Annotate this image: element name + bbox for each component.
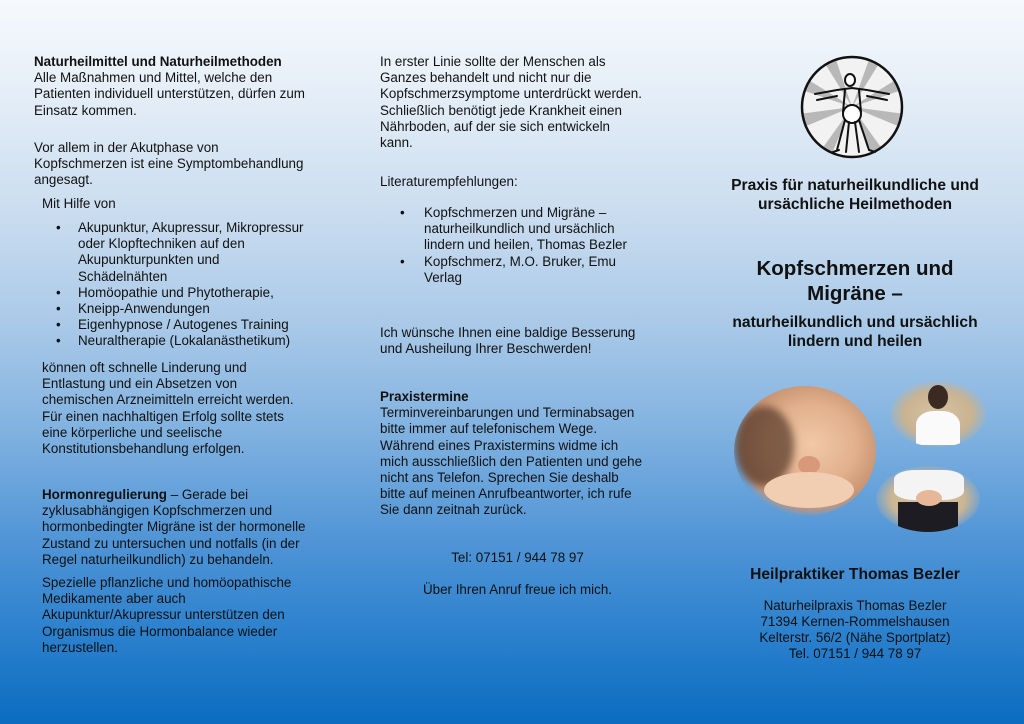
text-line: Terminvereinbarungen und Terminabsagen: [380, 405, 635, 421]
section-title: Praxistermine: [380, 389, 469, 404]
section-akutphase: [34, 140, 334, 189]
text-line: In erster Linie sollte der Menschen als: [380, 54, 606, 69]
address-line: Kelterstr. 56/2 (Nähe Sportplatz): [759, 630, 951, 645]
heading-line: Praxis für naturheilkundliche und: [731, 177, 979, 194]
section-title: Hormonregulierung: [42, 487, 167, 502]
text-line: Schädelnähten: [78, 268, 168, 284]
text-line: Organismus die Hormonbalance wieder: [42, 623, 278, 639]
text-line: Patienten individuell unterstützen, dürfen zum: [34, 86, 305, 102]
text-line: und Ausheilung Ihrer Beschwerden!: [380, 341, 592, 357]
text-line: Kopfschmerzsymptome unterdrückt werden.: [380, 86, 642, 102]
text-line: Entlastung und ein Absetzen von: [42, 376, 238, 392]
text-line: chemischen Arzneimitteln erreicht werden.: [42, 392, 294, 408]
text-line: lindern und heilen, Thomas Bezler: [424, 237, 627, 253]
back-treatment-photo: [876, 466, 980, 532]
list-item: [34, 317, 334, 333]
text-line: eine körperliche und seelische: [42, 424, 223, 440]
address-line: 71394 Kernen-Rommelshausen: [760, 614, 950, 629]
vitruvian-man-logo: [799, 54, 905, 160]
list-item: [380, 205, 670, 254]
subtitle-line: naturheilkundlich und ursächlich: [732, 314, 978, 331]
text-line: • Eigenhypnose / Autogenes Training: [78, 317, 289, 333]
text-line: Regel naturheilkundlich) zu behandeln.: [42, 551, 274, 567]
head-shape: [928, 385, 948, 409]
text-line: Einsatz kommen.: [34, 102, 137, 118]
text-line: Ganzes behandelt und nicht nur die: [380, 70, 592, 86]
text-line: zyklusabhängigen Kopfschmerzen und: [42, 503, 273, 519]
text-line: oder Klopftechniken auf den: [78, 236, 245, 252]
text-line: Medikamente aber auch: [42, 591, 186, 607]
address-block: [700, 598, 1010, 662]
text-line: Akupunktur/Akupressur unterstützen den: [42, 607, 285, 623]
text-line: Ich wünsche Ihnen eine baldige Besserung: [380, 325, 636, 340]
text-line: Spezielle pflanzliche und homöopathische: [42, 575, 292, 590]
section-results: [42, 360, 342, 457]
brochure-title: [700, 256, 1010, 306]
literature-list: [380, 205, 670, 286]
address-line: Tel. 07151 / 944 78 97: [788, 646, 922, 661]
text-line: bitte immer auf telefonischem Wege.: [380, 421, 598, 437]
section-praxistermine: [380, 389, 670, 519]
list-item: [34, 333, 334, 349]
text-line: • Kneipp-Anwendungen: [78, 301, 210, 317]
title-line: Kopfschmerzen und: [756, 257, 954, 280]
subtitle-line: lindern und heilen: [787, 333, 923, 350]
list-item: [380, 254, 670, 286]
methods-list: [34, 220, 334, 350]
text-line: mich ausschließlich den Patienten und gehe: [380, 453, 643, 469]
text-line: können oft schnelle Linderung und: [42, 360, 247, 375]
title-line: Migräne –: [807, 282, 903, 305]
text-line: herzustellen.: [42, 639, 118, 655]
text-line: Sie dann zeitnah zurück.: [380, 502, 527, 518]
shirt-shape: [916, 411, 960, 445]
address-line: Naturheilpraxis Thomas Bezler: [763, 598, 947, 613]
text-line: Alle Maßnahmen und Mittel, welche den: [34, 70, 273, 86]
section-intro: [380, 54, 670, 151]
section-wish: [380, 325, 670, 357]
list-item: [34, 285, 334, 301]
heading-line: ursächliche Heilmethoden: [757, 196, 953, 213]
practice-heading: [700, 176, 1010, 214]
text-line: angesagt.: [34, 172, 93, 188]
text-line: bitte auf meinen Anrufbeantworter, ich rufe: [380, 486, 632, 502]
text-line: Akupunkturpunkten und: [78, 252, 220, 268]
text-line: kann.: [380, 135, 413, 151]
text-line: Vor allem in der Akutphase von: [34, 140, 219, 155]
text-line: Verlag: [424, 269, 462, 285]
closing-text: Über Ihren Anruf freue ich mich.: [422, 582, 613, 597]
text-fragment: – Gerade bei: [166, 487, 249, 502]
list-item: [34, 220, 334, 285]
logo-icon: [799, 54, 905, 160]
text-line: • Homöopathie und Phytotherapie,: [78, 284, 274, 300]
text-line: Schließlich benötigt jede Krankheit einen: [380, 102, 622, 118]
acupressure-ear-photo: [734, 386, 876, 516]
text-line: • Neuraltherapie (Lokalanästhetikum): [78, 333, 291, 349]
section-title: Naturheilmittel und Naturheilmethoden: [34, 54, 282, 69]
text-line: Während eines Praxistermins widme ich: [380, 437, 619, 453]
section-hormonregulierung: [42, 487, 342, 568]
text-line: Kopfschmerzen ist eine Symptombehandlung: [34, 156, 304, 172]
text-line: • Akupunktur, Akupressur, Mikropressur: [78, 220, 304, 235]
text-line: • Kopfschmerz, M.O. Bruker, Emu: [424, 253, 616, 269]
section-naturheilmittel: [34, 54, 334, 119]
hands-shape: [916, 490, 942, 506]
brochure-subtitle: [700, 313, 1010, 351]
text-line: Für einen nachhaltigen Erfolg sollte stets: [42, 408, 284, 424]
text-line: • Kopfschmerzen und Migräne –: [424, 205, 607, 220]
practitioner-name: Heilpraktiker Thomas Bezler: [750, 566, 960, 583]
phone-number: Tel: 07151 / 944 78 97: [451, 550, 584, 565]
neck-acupuncture-photo: [890, 381, 986, 447]
text-line: hormonbedingter Migräne ist der hormonelle: [42, 519, 306, 535]
literature-title: Literaturempfehlungen:: [380, 174, 518, 189]
text-line: Nährboden, auf der sie sich entwickeln: [380, 118, 611, 134]
list-item: [34, 301, 334, 317]
methods-intro: Mit Hilfe von: [42, 196, 116, 211]
text-line: Zustand zu untersuchen und notfalls (in der: [42, 535, 300, 551]
trousers-shape: [898, 502, 958, 532]
hands-shape: [764, 472, 854, 508]
text-line: Konstitutionsbehandlung erfolgen.: [42, 441, 245, 457]
text-line: nicht ans Telefon. Sprechen Sie deshalb: [380, 470, 619, 486]
text-line: [42, 487, 342, 503]
section-remedies: [42, 575, 342, 656]
text-line: naturheilkundlich und ursächlich: [424, 221, 615, 237]
